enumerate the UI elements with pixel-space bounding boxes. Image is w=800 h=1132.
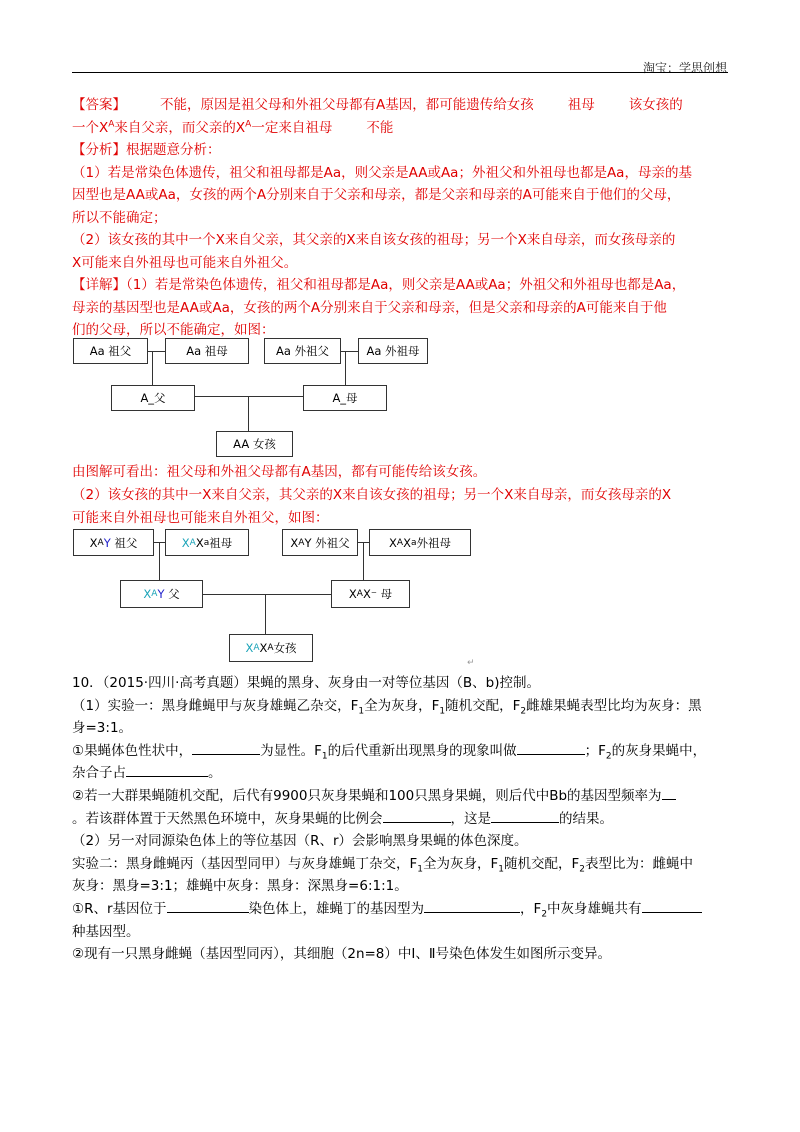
answer-blank-dominant[interactable]	[192, 740, 260, 755]
analysis-p2-l2: X可能来自外祖母也可能来自外祖父。	[72, 254, 298, 271]
mat-grandfather-box: Aa 外祖父	[264, 338, 341, 364]
answer-tag: 【答案】	[72, 97, 126, 113]
girl-box: AA 女孩	[216, 431, 293, 457]
detail-p1-l3: 们的父母，所以不能确定，如图：	[72, 322, 275, 339]
detail-tag: 【详解】	[72, 277, 126, 293]
analysis-p1-l3: 所以不能确定；	[72, 209, 167, 226]
detail-conclusion: 由图解可看出：祖父母和外祖父母都有A基因，都有可能传给该女孩。	[72, 464, 487, 480]
detail-paragraph-1	[72, 274, 732, 342]
answer-blank-chromosome[interactable]	[167, 898, 249, 913]
mat-grandmother-box: Aa 外祖母	[358, 338, 428, 364]
mother-box: A_母	[303, 385, 387, 411]
x-mat-grandfather-box: X A Y 外祖父	[282, 529, 358, 556]
answer-blank-phenomenon[interactable]	[517, 740, 585, 755]
analysis-paragraph	[72, 139, 732, 275]
answer-blank-frequency[interactable]	[662, 785, 676, 800]
detail-paragraph-2	[72, 484, 732, 529]
answer-part2: 祖母	[567, 97, 595, 113]
x-girl-box: X A X A 女孩	[229, 634, 313, 662]
answer-line2-a: 一个X	[72, 119, 109, 136]
answer-blank-heterozygote[interactable]	[126, 762, 208, 777]
answer-blank-proportion[interactable]	[383, 808, 451, 823]
x-mother-box: X A X⁻ 母	[331, 580, 410, 608]
analysis-p2-l1: （2）该女孩的其中一个X来自父亲，其父亲的X来自该女孩的祖母；另一个X来自母亲，而女孩母亲的	[72, 232, 676, 249]
grandmother-box: Aa 祖母	[165, 338, 249, 364]
analysis-p1-l2: 因型也是AA或Aa，女孩的两个A分别来自于父亲和母亲，都是父亲和母亲的A可能来自于他们的父母，	[72, 187, 681, 204]
answer-sup1: A	[108, 119, 115, 130]
header-brand: 淘宝：学思创想	[642, 61, 727, 75]
analysis-tag: 【分析】	[72, 142, 126, 158]
analysis-p1-l1: （1）若是常染色体遗传，祖父和祖母都是Aa，则父亲是AA或Aa；外祖父和外祖母也都是Aa，母亲的基	[72, 164, 692, 181]
x-father-box: X A Y 父	[120, 580, 203, 608]
detail-p2-l2: 可能来自外祖母也可能来自外祖父，如图：	[72, 509, 329, 526]
answer-line2-b: 来自父亲，而父亲的X	[114, 119, 246, 136]
answer-part1: 不能，原因是祖父母和外祖父母都有A基因，都可能遗传给女孩	[160, 97, 534, 113]
header-rule	[72, 72, 728, 73]
x-mat-grandmother-box: X A X a 外祖母	[369, 529, 471, 556]
answer-sup2: A	[245, 119, 252, 130]
x-grandmother-box: X A X a 祖母	[165, 529, 249, 556]
answer-line2-c: 一定来自祖母	[251, 119, 333, 136]
answer-blank-result[interactable]	[491, 808, 559, 823]
answer-part3: 该女孩的	[628, 97, 683, 113]
question-10: 10．（2015·四川·高考真题）果蝇的黑身、灰身由一对等位基因（B、b)控制。 （1）实验一：黑身雌蝇甲与灰身雄蝇乙杂交，$F_1$全为灰身，$F_1$随机交配，$F_2$雌雄果蝇表型比均为灰身：黑 身=3:1。 ①果蝇体色性状中， 为显性。$F_1$的后代重新出现黑身的现象叫做 ；$F_2$的灰身果蝇中， 杂合子占 。 ②若一大群果蝇随机交配，后代有9900只灰身果蝇和100只黑身果蝇，则后代中Bb的基因型频率为 。若该群体置于天然黑色环境中，灰身果蝇的比例会 ，这是 的结果。 （2）另一对同源染色体上的等位基因（R、r）会影响黑身果蝇的体色深度。 实验二：黑身雌蝇丙（基因型同甲）与灰身雄蝇丁杂交，$F_1$全为灰身，$F_1$随机交配，$F_2$表型比为：雌蝇中 灰身：黑身=3:1；雄蝇中灰身：黑身：深黑身=6:1:1。 ①R、r基因位于 染色体上，雄蝇丁的基因型为 ，$F_2$中灰身雄蝇共有 种基因型。 ②现有一只黑身雌蝇（基因型同丙），其细胞（2n=8）中Ⅰ、Ⅱ号染色体发生如图所示变异。	[72, 675, 707, 963]
x-grandfather-box: X A Y 祖父	[73, 529, 154, 556]
detail-p1-l2: 母亲的基因型也是AA或Aa，女孩的两个A分别来自于父亲和母亲，但是父亲和母亲的A可能来自于他	[72, 299, 667, 316]
father-box: A_父	[111, 385, 195, 411]
grandfather-box: Aa 祖父	[73, 338, 148, 364]
answer-line2-d: 不能	[366, 119, 394, 136]
return-mark: ↵	[467, 658, 475, 668]
answer-blank-genotype[interactable]	[424, 898, 520, 913]
detail-p1-l1: （1）若是常染色体遗传，祖父和祖母都是Aa，则父亲是AA或Aa；外祖父和外祖母也都是Aa，	[126, 277, 686, 293]
detail-p2-l1: （2）该女孩的其中一X来自父亲，其父亲的X来自该女孩的祖母；另一个X来自母亲，而女孩母亲的X	[72, 487, 672, 503]
answer-blank-count[interactable]	[642, 898, 702, 913]
question-number-line: 10．（2015·四川·高考真题）果蝇的黑身、灰身由一对等位基因（B、b)控制。	[72, 675, 540, 691]
analysis-intro: 根据题意分析：	[126, 142, 221, 158]
answer-paragraph	[72, 94, 732, 139]
